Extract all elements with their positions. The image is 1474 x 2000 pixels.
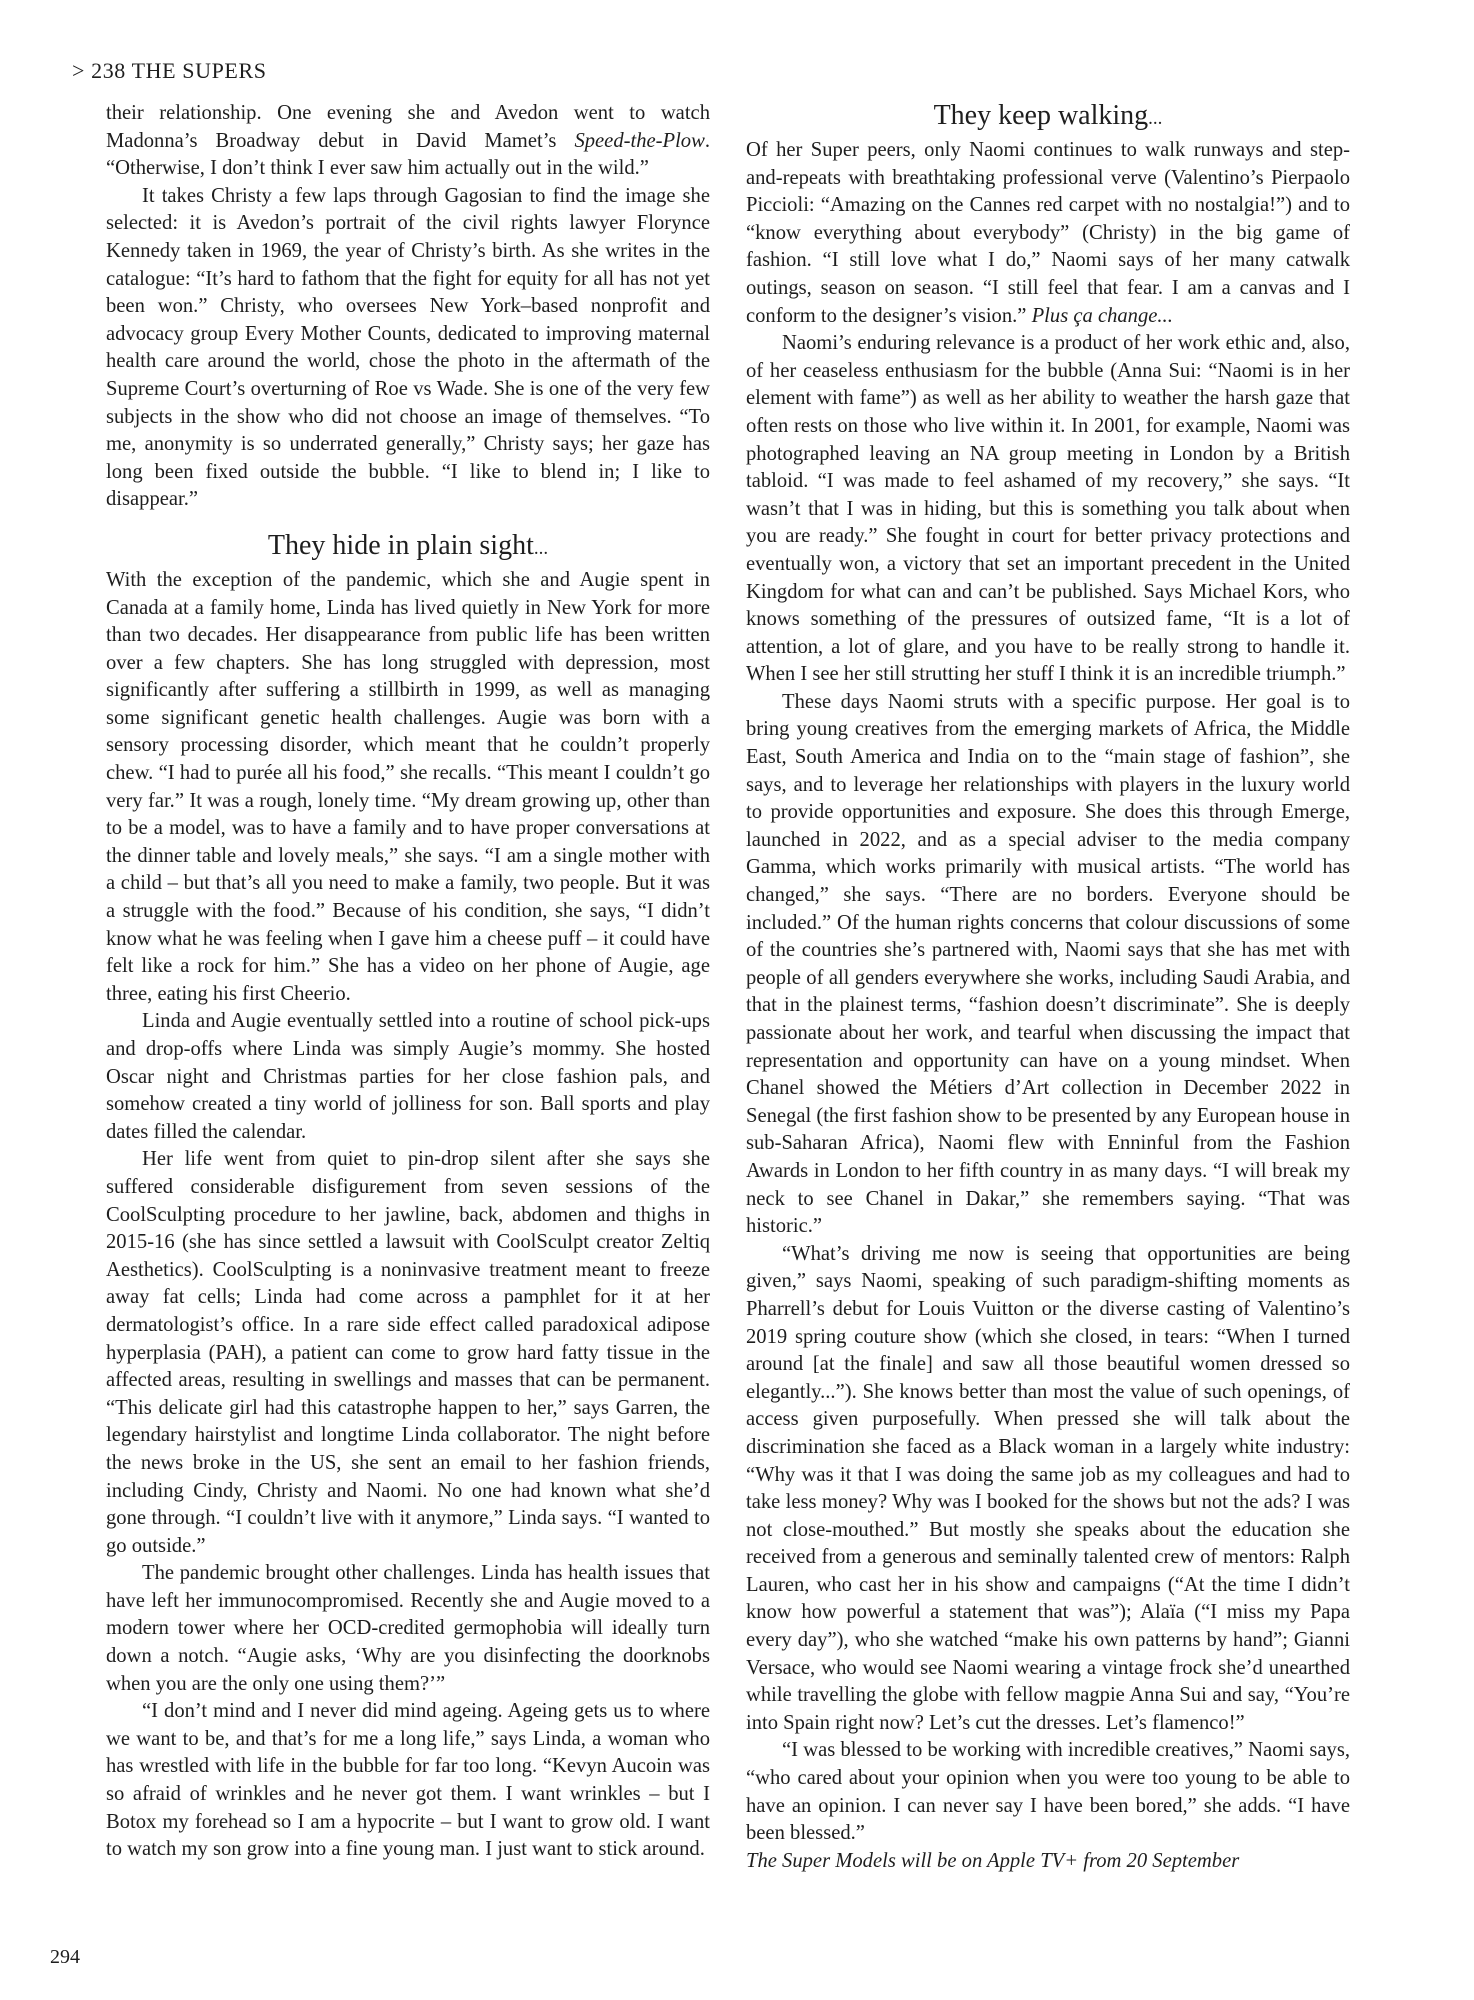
page-number: 294 [50,1946,80,1968]
paragraph: These days Naomi struts with a specific purpose. Her goal is to bring young creatives from the emerging markets of Africa, the Middle East, South America and India on to the “main stage of fashion”, she says, and to leverage her relationships with players in the luxury world to provide opportunities and exposure. She does this through Emerge, launched in 2022, and as a special adviser to the media company Gamma, which works primarily with musical artists. “The world has changed,” she says. “There are no borders. Everyone should be included.” Of the human rights concerns that colour discussions of some of the countries she’s partnered with, Naomi says that she has met with people of all genders everywhere she works, including Saudi Arabia, and that in the plainest terms, “fashion doesn’t discriminate”. She is deeply passionate about her work, and tearful when discussing the impact that representation and opportunity can have on a young mindset. When Chanel showed the Métiers d’Art collection in December 2022 in Senegal (the first fashion show to be presented by any European house in sub-Saharan Africa), Naomi flew with Enninful from the Fashion Awards in London to her fifth country in as many days. “I will break my neck to see Chanel in Dakar,” she remembers saying. “That was historic.” [746,690,1350,1238]
paragraph: Her life went from quiet to pin-drop silent after she says she suffered considerable disfigurement from seven sessions of the CoolSculpting procedure to her jawline, back, abdomen and thighs in 2015-16 (she has since settled a lawsuit with CoolSculpt creator Zeltiq Aesthetics). CoolSculpting is a noninvasive treatment meant to freeze away fat cells; Linda had come across a pamphlet for it at her dermatologist’s office. In a rare side effect called paradoxical adipose hyperplasia (PAH), a patient can come to grow hard fatty tissue in the affected areas, resulting in swellings and masses that can be permanent. “This delicate girl had this catastrophe happen to her,” says Garren, the legendary hairstylist and longtime Linda collaborator. The night before the news broke in the US, she sent an email to her fashion friends, including Cindy, Christy and Naomi. No one had known what she’d gone through. “I couldn’t live with it anymore,” Linda says. “I wanted to go outside.” [106,1148,710,1557]
paragraph: The pandemic brought other challenges. Linda has health issues that have left her immunocompromised. Recently she and Augie moved to a modern tower where her OCD-credited germophobia will ideally turn down a notch. “Augie asks, ‘Why are you disinfecting the doorknobs when you are the only one using them?’” [106,1562,710,1695]
text: . “Otherwise, I don’t think I ever saw him actually out in the wild.” [106,129,710,180]
paragraph: “I don’t mind and I never did mind ageing. Ageing gets us to where we want to be, and that’s for me a long life,” says Linda, a woman who has wrestled with life in the bubble for far too long. “Kevyn Aucoin was so afraid of wrinkles and he never got them. I want wrinkles – but I Botox my forehead so I am a hypocrite – but I want to grow old. I want to watch my son grow into a fine young man. I just want to stick around. [106,1700,710,1861]
left-column [106,100,710,1864]
paragraph: With the exception of the pandemic, which she and Augie spent in Canada at a family home, Linda has lived quietly in New York for more than two decades. Her disappearance from public life has been written over a few chapters. She has long struggled with depression, most significantly after suffering a stillbirth in 1999, as well as managing some significant genetic health challenges. Augie was born with a sensory processing disorder, which meant that he couldn’t properly chew. “I had to purée all his food,” she recalls. “This meant I couldn’t go very far.” It was a rough, lonely time. “My dream growing up, other than to be a model, was to have a family and to have proper conversations at the dinner table and lovely meals,” she says. “I am a single mother with a child – but that’s all you need to make a family, two people. But it was a struggle with the food.” Because of his condition, she says, “I didn’t know what he was feeling when I gave him a cheese puff – it could have felt like a rock for him.” She has a video on her phone of Augie, age three, eating his first Cheerio. [106,568,710,1005]
paragraph [106,100,710,183]
paragraph: “I was blessed to be working with incredible creatives,” Naomi says, “who cared about your opinion when you were too young to be able to have an opinion. I can never say I have been bored,” she adds. “I have been blessed.” [746,1739,1350,1845]
play-title: Speed-the-Plow [574,129,705,152]
text: their relationship. One evening she and Avedon went to watch Madonna’s Broadway debut in David Mamet’s [106,102,710,152]
paragraph: It takes Christy a few laps through Gagosian to find the image she selected: it is Avedon’s portrait of the civil rights lawyer Florynce Kennedy taken in 1969, the year of Christy’s birth. As she writes in the catalogue: “It’s hard to fathom that the fight for equity for all has not yet been won.” Christy, who oversees New York–based nonprofit and advocacy group Every Mother Counts, dedicated to improving maternal health care around the world, chose the photo in the aftermath of the Supreme Court’s overturning of Roe vs Wade. She is one of the very few subjects in the show who did not choose an image of themselves. “To me, anonymity is so underrated generally,” Christy says; her gaze has long been fixed outside the bubble. “I like to blend in; I like to disappear.” [106,184,710,511]
paragraph: Naomi’s enduring relevance is a product of her work ethic and, also, of her ceaseless enthusiasm for the bubble (Anna Sui: “Naomi is in her element with fame”) as well as her ability to weather the harsh gaze that often rests on those who live within it. In 2001, for example, Naomi was photographed leaving an NA group meeting in London by a British tabloid. “I was made to feel ashamed of my recovery,” she says. “It wasn’t that I was in hiding, but this is something you talk about when you are ready.” She fought in court for better privacy protections and eventually won, a victory that set an important precedent in the United Kingdom for what can and can’t be published. Says Michael Kors, who knows something of the pressures of outsized fame, “It is a lot of attention, a lot of glare, and you have to be really strong to handle it. When I see her still strutting her stuff I think it is an incredible triumph.” [746,332,1350,686]
text: Of her Super peers, only Naomi continues to walk runways and step-and-repeats with breathtaking professional verve (Valentino’s Pierpaolo Piccioli: “Amazing on the Cannes red carpet with no nostalgia!”) and to “know everything about everybody” (Christy) in the big game of fashion. “I still love what I do,” Naomi says of her many catwalk outings, season on season. “I still feel that fear. I am a canvas and I conform to the designer’s vision.” [746,139,1350,327]
credit-line: The Super Models will be on Apple TV+ from 20 September [746,1849,1240,1872]
section-heading: They keep walking... [933,100,1163,131]
section-heading: They hide in plain sight... [267,529,549,561]
paragraph: Linda and Augie eventually settled into a routine of school pick-ups and drop-offs where Linda was simply Augie’s mommy. She hosted Oscar night and Christmas parties for her close fashion pals, and somehow created a tiny world of jolliness for son. Ball sports and play dates filled the calendar. [106,1010,710,1143]
paragraph: “What’s driving me now is seeing that opportunities are being given,” says Naomi, speaking of such paradigm-shifting moments as Pharrell’s debut for Louis Vuitton or the diverse casting of Valentino’s 2019 spring couture show (which she closed, in tears: “When I turned around [at the finale] and saw all those beautiful women dressed so elegantly...”). She knows better than most the value of such openings, of access given purposefully. When pressed she will talk about the discrimination she faced as a Black woman in a largely white industry: “Why was it that I was doing the same job as my colleagues and had to take less money? Why was I booked for the shows but not the ads? I was not close-mouthed.” But mostly she speaks about the education she received from a generous and seminally talented crew of mentors: Ralph Lauren, who cast her in his show and campaigns (“At the time I didn’t know how powerful a statement that was”); Alaïa (“I miss my Papa every day”), who she watched “make his own patterns by hand”; Gianni Versace, who would see Naomi wearing a vintage frock she’d unearthed while travelling the globe with fellow magpie Anna Sui and say, “You’re into Spain right now? Let’s cut the dresses. Let’s flamenco!” [746,1242,1350,1734]
running-head: > 238 THE SUPERS [72,58,267,83]
italic-phrase: Plus ça change... [1031,304,1173,327]
paragraph [746,137,1350,330]
right-column [746,100,1350,1875]
